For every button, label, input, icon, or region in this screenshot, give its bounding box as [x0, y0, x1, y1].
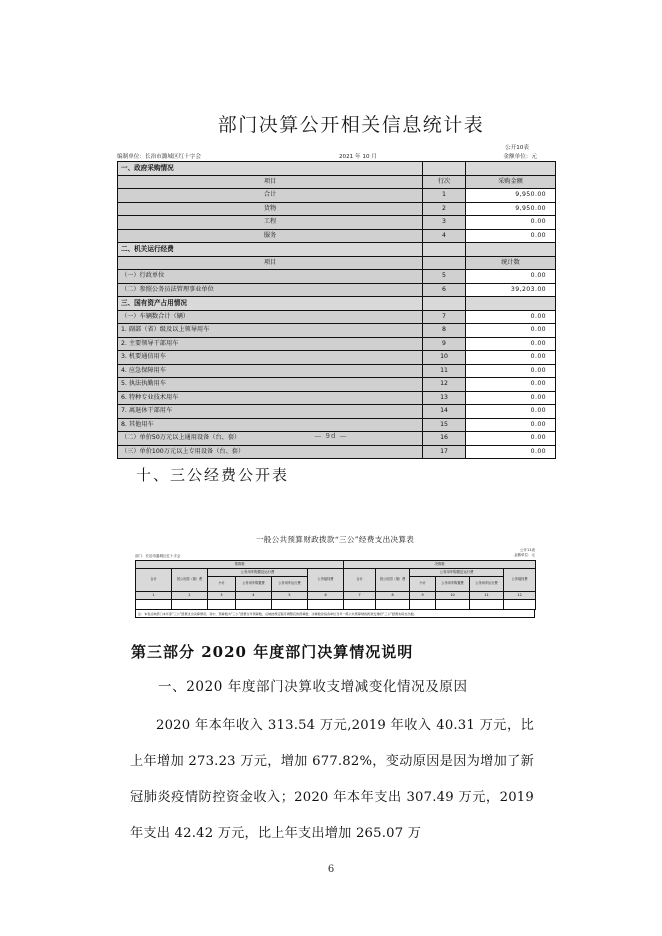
table-row	[118, 351, 556, 365]
table1-section-blank	[466, 162, 556, 176]
mid-page-mark: — 9d —	[314, 432, 348, 440]
table-row	[118, 378, 556, 392]
table2-col-abroad: 因公出国（境）费	[172, 569, 208, 592]
table2-column-number: 9	[410, 592, 436, 600]
table2-data-cell	[308, 600, 344, 610]
table2-subgroup-row	[136, 569, 536, 577]
table1-section-blank	[466, 297, 556, 311]
table1-amount-value: 0.00	[466, 270, 556, 284]
table2-data-cell	[376, 600, 410, 610]
page-title: 部门决算公开相关信息统计表	[217, 114, 485, 136]
table2-col-vehicle-purchase: 公务用车购置费	[436, 577, 470, 592]
table2-col-reception: 公务接待费	[504, 569, 536, 592]
table1-line-number: 12	[423, 378, 466, 392]
table1-section-blank	[423, 162, 466, 176]
table1-line-number: 2	[423, 202, 466, 216]
table2-group-budget: 预算数	[136, 561, 344, 569]
table-row	[118, 391, 556, 405]
table1-item-label: （一）行政单位	[118, 270, 423, 284]
table2-col-vehicle-subtotal: 小计	[410, 577, 436, 592]
table1-column-header	[423, 256, 466, 270]
table1-line-number: 7	[423, 310, 466, 324]
table1-meta	[117, 143, 555, 161]
section-ten-heading: 十、三公经费公开表	[136, 466, 290, 484]
table1-item-label: （一）车辆数合计（辆）	[118, 310, 423, 324]
table2-column-number: 8	[376, 592, 410, 600]
table2-col-vehicle-group: 公务用车购置及运行费	[410, 569, 504, 577]
table1-item-label: 货物	[118, 202, 423, 216]
table2-data-cell	[436, 600, 470, 610]
table1-amount-value: 0.00	[466, 216, 556, 230]
table-row	[118, 283, 556, 297]
table1-item-label: （二）参照公务员法管理事业单位	[118, 283, 423, 297]
table1-amount-value: 0.00	[466, 351, 556, 365]
table-row	[118, 405, 556, 419]
table1-line-number: 8	[423, 324, 466, 338]
table1-section-blank	[466, 243, 556, 257]
table1-amount-value: 0.00	[466, 337, 556, 351]
table1-section-blank	[423, 297, 466, 311]
table2-col-abroad: 因公出国（境）费	[376, 569, 410, 592]
table2-column-number: 12	[504, 592, 536, 600]
table2-data-cell	[172, 600, 208, 610]
table1-item-label: 2. 主要领导干部用车	[118, 337, 423, 351]
table2-amount-unit: 金额单位：元	[514, 553, 535, 557]
body-paragraph: 2020 年本年收入 313.54 万元,2019 年收入 40.31 万元，比上年增加 273.23 万元，增加 677.82%，变动原因是因为增加了新冠肺炎疫情防控资金收入；2020 年本年支出 307.49 万元，2019 年支出 42.42 万元，比上年支出增加 265.07 万	[130, 718, 534, 841]
table2-data-cell	[470, 600, 504, 610]
table1-section-blank	[423, 243, 466, 257]
table1-item-label: 工程	[118, 216, 423, 230]
table2-data-cell	[344, 600, 376, 610]
table1-line-number: 4	[423, 229, 466, 243]
table1-line-number: 10	[423, 351, 466, 365]
table1-line-number: 3	[423, 216, 466, 230]
table2-title: 一般公共预算财政拨款“三公”经费支出决算表	[255, 535, 415, 544]
table1-line-number: 9	[423, 337, 466, 351]
table-row	[118, 216, 556, 230]
table2-col-vehicle-group: 公务用车购置及运行费	[208, 569, 308, 577]
table-row	[118, 364, 556, 378]
table2-group-row	[136, 561, 536, 569]
table2-column-number: 5	[272, 592, 308, 600]
table2-column-number: 3	[208, 592, 236, 600]
table1-line-number: 13	[423, 391, 466, 405]
table1-amount-value: 0.00	[466, 378, 556, 392]
table1-amount-value: 0.00	[466, 432, 556, 446]
table2-compiler: 部门：长治市潞城区红十字会	[135, 554, 181, 558]
table1-item-label: 5. 执法执勤用车	[118, 378, 423, 392]
three-public-expenses-table-block	[135, 534, 535, 618]
table2-group-final: 决算数	[344, 561, 536, 569]
table2-data-cell	[272, 600, 308, 610]
table2-col-vehicle-operate: 公务用车运行费	[470, 577, 504, 592]
table1-item-label: 3. 机要通信用车	[118, 351, 423, 365]
table2-note: 注：本表反映部门本年度“三公”经费支出决算情况。其中，预算数为“三公”经费全年预算数，反映按规定程序调整后的预算数；决算数是指各单位当年一般公共预算财政拨款安排的“三公”经费实际支出数。	[135, 610, 535, 618]
three-public-expenses-table	[135, 560, 536, 610]
table1-line-number: 16	[423, 432, 466, 446]
table1-line-number: 17	[423, 445, 466, 459]
table1-amount-value: 0.00	[466, 310, 556, 324]
table2-data-cell	[236, 600, 272, 610]
table-row	[118, 337, 556, 351]
table-row	[118, 229, 556, 243]
page-number: 6	[327, 864, 335, 875]
table1-item-label: 合计	[118, 189, 423, 203]
table1-item-label: 8. 其他用车	[118, 418, 423, 432]
table1-amount-value: 0.00	[466, 229, 556, 243]
table2-data-cell	[136, 600, 172, 610]
table2-col-total: 合计	[136, 569, 172, 592]
table1-item-label: 1. 副部（省）级及以上领导用车	[118, 324, 423, 338]
table1-amount-value: 0.00	[466, 324, 556, 338]
department-final-accounts-table	[117, 161, 556, 459]
table-row	[118, 202, 556, 216]
table1-amount-value: 0.00	[466, 418, 556, 432]
table-row	[118, 310, 556, 324]
table2-column-number: 2	[172, 592, 208, 600]
table1-line-number: 11	[423, 364, 466, 378]
table1-line-number: 1	[423, 189, 466, 203]
table1-line-number: 14	[423, 405, 466, 419]
table1-column-header: 统计数	[466, 256, 556, 270]
table2-col-total: 合计	[344, 569, 376, 592]
table-row	[118, 418, 556, 432]
table1-amount-value: 9,950.00	[466, 189, 556, 203]
table1-item-label: 服务	[118, 229, 423, 243]
table2-column-number: 7	[344, 592, 376, 600]
table1-item-label: （三）单价100万元以上专用设备（台、套）	[118, 445, 423, 459]
table1-amount-value: 0.00	[466, 364, 556, 378]
table2-data-cell	[504, 600, 536, 610]
table1-amount-value: 9,950.00	[466, 202, 556, 216]
table2-column-number: 6	[308, 592, 344, 600]
table1-date: 2021 年 10 月	[339, 154, 377, 160]
part-three-heading: 第三部分 2020 年度部门决算情况说明	[131, 643, 414, 661]
table2-data-cell	[208, 600, 236, 610]
table1-section-heading: 二、机关运行经费	[118, 243, 423, 257]
table-row	[136, 600, 536, 610]
table1-item-label: 4. 应急保障用车	[118, 364, 423, 378]
table1-sheet-no: 公开10表	[505, 145, 529, 151]
table1-section-heading-row	[118, 243, 556, 257]
table2-col-vehicle-purchase: 公务用车购置费	[236, 577, 272, 592]
table1-column-header: 采购金额	[466, 175, 556, 189]
table1-section-heading: 三、国有资产占用情况	[118, 297, 423, 311]
table-row	[118, 445, 556, 459]
table1-column-header: 行次	[423, 175, 466, 189]
table1-amount-unit: 金额单位：元	[503, 154, 537, 160]
table1-section-heading: 一、政府采购情况	[118, 162, 423, 176]
table1-amount-value: 0.00	[466, 445, 556, 459]
table2-col-vehicle-operate: 公务用车运行费	[272, 577, 308, 592]
table1-column-header-row	[118, 256, 556, 270]
part-three-subheading: 一、2020 年度部门决算收支增减变化情况及原因	[158, 679, 468, 695]
table1-column-header: 项目	[118, 256, 423, 270]
table2-column-number: 1	[136, 592, 172, 600]
table1-section-heading-row	[118, 297, 556, 311]
table2-meta	[135, 548, 535, 560]
table1-section-heading-row	[118, 162, 556, 176]
table2-column-number: 4	[236, 592, 272, 600]
table1-line-number: 6	[423, 283, 466, 297]
table1-column-header-row	[118, 175, 556, 189]
table1-column-header: 项目	[118, 175, 423, 189]
table1-line-number: 15	[423, 418, 466, 432]
table2-column-number-row	[136, 592, 536, 600]
table2-column-number: 10	[436, 592, 470, 600]
table2-col-reception: 公务接待费	[308, 569, 344, 592]
table2-col-vehicle-subtotal: 小计	[208, 577, 236, 592]
table-row	[118, 270, 556, 284]
table1-amount-value: 0.00	[466, 405, 556, 419]
table1-compiler: 编制单位：长治市潞城区红十字会	[117, 154, 201, 160]
table1-item-label: 6. 特种专业技术用车	[118, 391, 423, 405]
table-row	[118, 189, 556, 203]
table1-amount-value: 39,203.00	[466, 283, 556, 297]
table1-amount-value: 0.00	[466, 391, 556, 405]
table1-line-number: 5	[423, 270, 466, 284]
table2-column-number: 11	[470, 592, 504, 600]
table1-item-label: （二）单价50万元以上通用设备（台、套）	[118, 432, 423, 446]
table-row	[118, 324, 556, 338]
table2-sheet-no: 公开11表	[520, 548, 535, 552]
table2-data-cell	[410, 600, 436, 610]
table1-item-label: 7. 离退休干部用车	[118, 405, 423, 419]
